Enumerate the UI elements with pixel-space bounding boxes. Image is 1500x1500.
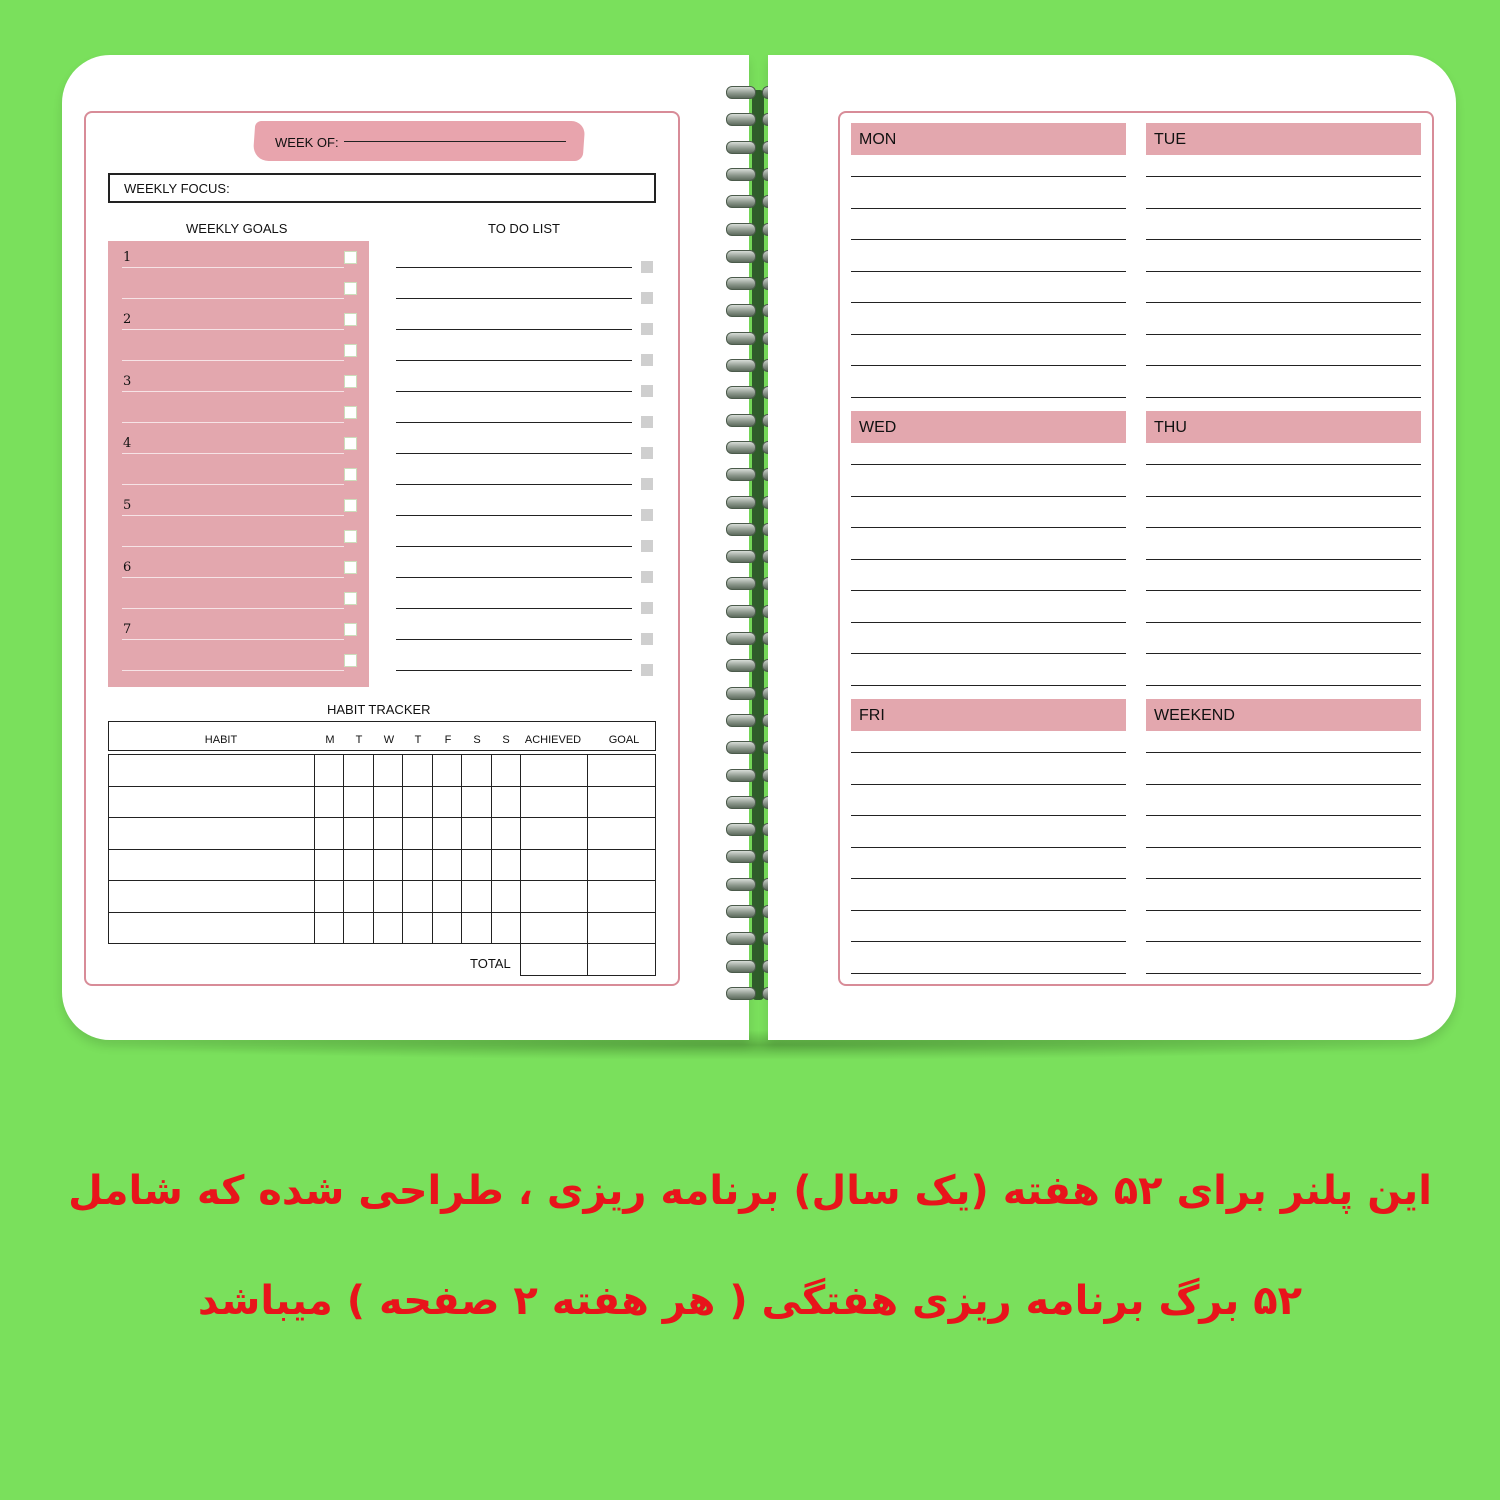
day-line[interactable] [851,527,1126,528]
todo-line[interactable] [396,577,632,578]
habit-col-sun: S [502,734,510,746]
day-label: WEEKEND [1154,707,1235,724]
day-line[interactable] [851,334,1126,335]
habit-col-goal: GOAL [608,734,640,746]
goal-line[interactable] [122,453,344,454]
right-page [768,55,1456,1040]
day-line[interactable] [851,271,1126,272]
day-header-thu [1146,411,1421,443]
day-line[interactable] [1146,559,1421,560]
day-line[interactable] [851,590,1126,591]
day-line[interactable] [851,176,1126,177]
day-line[interactable] [1146,496,1421,497]
total-cells[interactable] [520,943,656,976]
total-label: TOTAL [470,956,511,971]
day-line[interactable] [1146,527,1421,528]
goal-checkbox[interactable] [344,623,357,636]
goal-line[interactable] [122,670,344,671]
goal-checkbox[interactable] [344,499,357,512]
habit-col-sat: S [473,734,481,746]
day-line[interactable] [851,302,1126,303]
left-page [62,55,749,1040]
todo-checkbox[interactable] [641,540,653,552]
day-header-weekend [1146,699,1421,731]
todo-line[interactable] [396,546,632,547]
day-line[interactable] [851,685,1126,686]
todo-list-title: TO DO LIST [488,221,560,236]
goal-checkbox[interactable] [344,251,357,264]
goal-checkbox[interactable] [344,437,357,450]
week-of-line[interactable] [344,141,566,142]
goal-line[interactable] [122,298,344,299]
goal-line[interactable] [122,391,344,392]
habit-col-habit: HABIT [204,734,238,746]
goal-line[interactable] [122,422,344,423]
day-line[interactable] [1146,973,1421,974]
goal-checkbox[interactable] [344,561,357,574]
todo-checkbox[interactable] [641,602,653,614]
day-line[interactable] [1146,208,1421,209]
day-line[interactable] [1146,271,1421,272]
day-label: TUE [1154,131,1186,148]
todo-checkbox[interactable] [641,416,653,428]
day-line[interactable] [851,878,1126,879]
todo-line[interactable] [396,639,632,640]
todo-checkbox[interactable] [641,354,653,366]
goal-checkbox[interactable] [344,592,357,605]
goal-checkbox[interactable] [344,654,357,667]
todo-line[interactable] [396,329,632,330]
weekly-focus-label: WEEKLY FOCUS: [124,181,230,196]
goal-number: 7 [123,622,132,637]
day-line[interactable] [1146,784,1421,785]
todo-checkbox[interactable] [641,292,653,304]
day-label: FRI [859,707,885,724]
goal-checkbox[interactable] [344,282,357,295]
day-line[interactable] [1146,653,1421,654]
day-line[interactable] [1146,752,1421,753]
goal-line[interactable] [122,329,344,330]
day-line[interactable] [1146,590,1421,591]
goal-line[interactable] [122,639,344,640]
day-line[interactable] [851,784,1126,785]
day-line[interactable] [1146,397,1421,398]
goal-number: 2 [123,312,132,327]
day-line[interactable] [851,653,1126,654]
day-line[interactable] [1146,878,1421,879]
habit-tracker-title: HABIT TRACKER [327,702,431,717]
todo-line[interactable] [396,360,632,361]
goal-line[interactable] [122,360,344,361]
goal-line[interactable] [122,608,344,609]
todo-checkbox[interactable] [641,478,653,490]
caption-line-2: ۵۲ برگ برنامه ریزی هفتگی ( هر هفته ۲ صفحه ) میباشد [197,1278,1303,1324]
day-line[interactable] [1146,941,1421,942]
habit-col-achieved: ACHIEVED [524,734,582,746]
goal-checkbox[interactable] [344,468,357,481]
weekly-goals-panel [108,241,369,687]
day-line[interactable] [851,815,1126,816]
day-line[interactable] [1146,685,1421,686]
todo-checkbox[interactable] [641,261,653,273]
todo-line[interactable] [396,484,632,485]
goal-line[interactable] [122,484,344,485]
goal-line[interactable] [122,546,344,547]
todo-checkbox[interactable] [641,509,653,521]
todo-line[interactable] [396,453,632,454]
caption-line-1: این پلنر برای ۵۲ هفته (یک سال) برنامه ریزی ، طراحی شده که شامل [68,1168,1432,1214]
day-label: WED [859,419,897,436]
day-line[interactable] [851,496,1126,497]
habit-col-wed: W [383,734,395,746]
day-line[interactable] [851,847,1126,848]
goal-number: 5 [123,498,132,513]
day-line[interactable] [851,464,1126,465]
todo-line[interactable] [396,608,632,609]
habit-col-tue: T [355,734,363,746]
day-line[interactable] [1146,464,1421,465]
day-line[interactable] [851,365,1126,366]
day-line[interactable] [1146,365,1421,366]
day-label: MON [859,131,897,148]
day-line[interactable] [1146,622,1421,623]
habit-col-fri: F [444,734,452,746]
habit-tracker-header [108,721,656,751]
goal-line[interactable] [122,267,344,268]
day-line[interactable] [851,752,1126,753]
week-of-label: WEEK OF: [275,135,339,150]
todo-line[interactable] [396,515,632,516]
weekly-focus-field[interactable] [108,173,656,203]
day-line[interactable] [851,941,1126,942]
todo-line[interactable] [396,267,632,268]
day-line[interactable] [851,622,1126,623]
day-line[interactable] [1146,910,1421,911]
day-header-wed [851,411,1126,443]
right-page-frame [838,111,1434,986]
day-line[interactable] [1146,239,1421,240]
todo-checkbox[interactable] [641,323,653,335]
todo-checkbox[interactable] [641,385,653,397]
day-line[interactable] [851,973,1126,974]
todo-checkbox[interactable] [641,571,653,583]
todo-line[interactable] [396,422,632,423]
day-line[interactable] [1146,302,1421,303]
todo-checkbox[interactable] [641,633,653,645]
day-line[interactable] [1146,176,1421,177]
day-header-fri [851,699,1126,731]
goal-checkbox[interactable] [344,406,357,419]
goal-checkbox[interactable] [344,530,357,543]
day-line[interactable] [1146,847,1421,848]
day-line[interactable] [851,910,1126,911]
day-label: THU [1154,419,1187,436]
todo-checkbox[interactable] [641,447,653,459]
day-line[interactable] [1146,815,1421,816]
day-line[interactable] [851,239,1126,240]
habit-col-mon: M [325,734,335,746]
day-line[interactable] [1146,334,1421,335]
goal-number: 4 [123,436,132,451]
todo-line[interactable] [396,391,632,392]
day-line[interactable] [851,559,1126,560]
todo-line[interactable] [396,670,632,671]
goal-number: 6 [123,560,132,575]
day-line[interactable] [851,208,1126,209]
goal-checkbox[interactable] [344,313,357,326]
goal-checkbox[interactable] [344,375,357,388]
day-header-mon [851,123,1126,155]
day-header-tue [1146,123,1421,155]
habit-tracker-grid[interactable] [108,754,656,944]
todo-checkbox[interactable] [641,664,653,676]
goal-line[interactable] [122,577,344,578]
goal-checkbox[interactable] [344,344,357,357]
goal-number: 1 [123,250,132,265]
goal-number: 3 [123,374,132,389]
habit-col-thu: T [414,734,422,746]
goal-line[interactable] [122,515,344,516]
weekly-goals-title: WEEKLY GOALS [186,221,288,236]
todo-line[interactable] [396,298,632,299]
day-line[interactable] [851,397,1126,398]
